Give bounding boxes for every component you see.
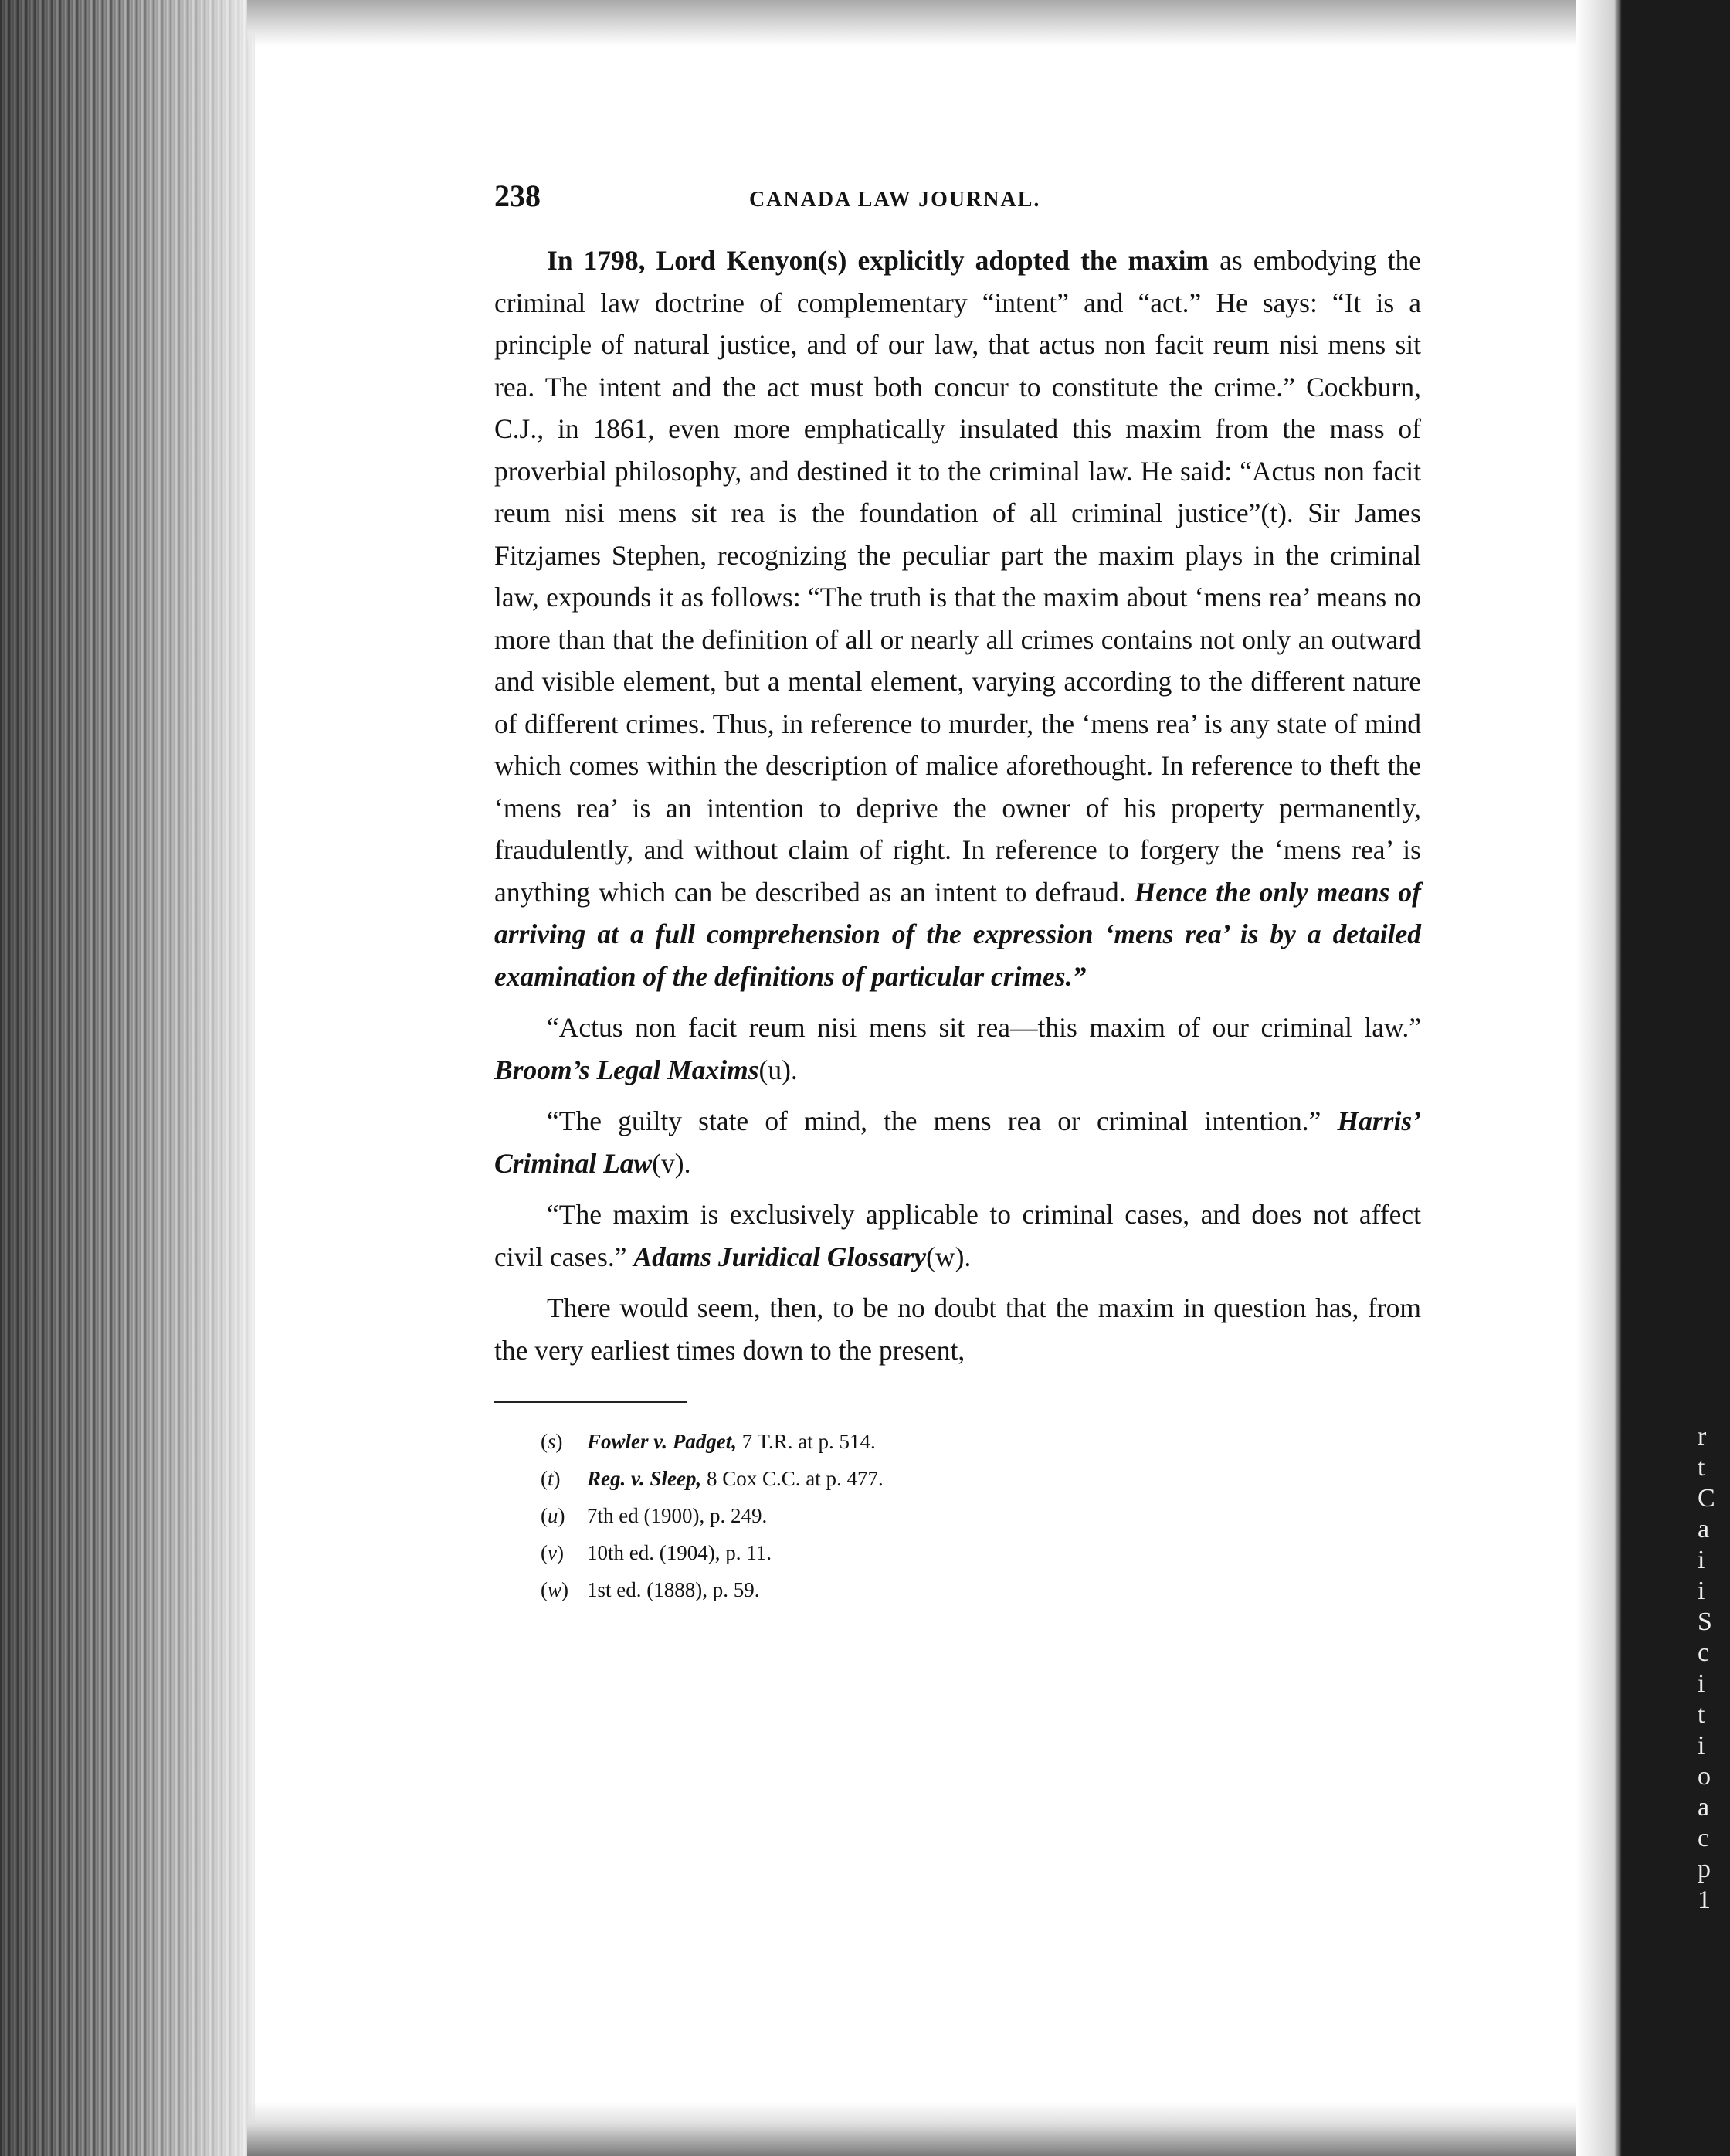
edge-fragment: t xyxy=(1698,1700,1705,1729)
paragraph-text: “The maxim is exclusively applicable to criminal cases, and does not affect civil cases.” xyxy=(494,1199,1421,1272)
footnote-case: Fowler v. Padget, xyxy=(587,1430,737,1453)
footnote-text: 8 Cox C.C. at p. 477. xyxy=(701,1467,884,1490)
footnote-key: ( v ) xyxy=(541,1534,587,1571)
footnote xyxy=(541,1497,1421,1534)
edge-fragment: o xyxy=(1698,1762,1711,1791)
paragraph-lead: In 1798, Lord Kenyon(s) explicitly adopted the maxim xyxy=(547,245,1209,276)
citation-marker: (w). xyxy=(926,1241,972,1272)
edge-fragment: i xyxy=(1698,1577,1705,1605)
edge-fragment: c xyxy=(1698,1824,1710,1852)
footnote xyxy=(541,1571,1421,1608)
edge-fragment: r xyxy=(1698,1422,1707,1451)
scan-left-margin xyxy=(0,0,255,2156)
paragraph-text: There would seem, then, to be no doubt that the maxim in question has, from the very earliest times down to the present, xyxy=(494,1292,1421,1366)
edge-fragment: t xyxy=(1698,1453,1705,1482)
footnote-text: 7th ed (1900), p. 249. xyxy=(587,1504,768,1527)
footnote-key: ( t ) xyxy=(541,1460,587,1497)
adjacent-page-fragments xyxy=(1698,1421,1728,1916)
paragraph xyxy=(494,1007,1421,1091)
edge-fragment: a xyxy=(1698,1793,1710,1822)
running-title: CANADA LAW JOURNAL. xyxy=(749,188,1041,212)
edge-fragment: i xyxy=(1698,1546,1705,1574)
paragraph-italic: Hence the only means of arriving at a full comprehension of the expression ‘mens rea’ is by a detailed examination of the definitions of particular crimes.” xyxy=(494,876,1421,992)
article-body xyxy=(494,239,1421,1371)
footnote-rule xyxy=(494,1401,687,1403)
footnote-text: 7 T.R. at p. 514. xyxy=(736,1430,876,1453)
paragraph-text: “Actus non facit reum nisi mens sit rea—this maxim of our criminal law.” xyxy=(547,1012,1421,1043)
edge-fragment: i xyxy=(1698,1731,1705,1760)
edge-fragment: i xyxy=(1698,1669,1705,1698)
edge-fragment: S xyxy=(1698,1608,1712,1636)
paragraph-text: as embodying the criminal law doctrine of complementary “intent” and “act.” He says: “It is a principle of natural justice, and of our law, that actus non facit reum nisi mens sit rea. The intent and the act must both concur to constitute the crime.” Cockburn, C.J., in 1861, even more emphatically insulated this maxim from the mass of proverbial philosophy, and destined it to the criminal law. He said: “Actus non facit reum nisi mens sit rea is the foundation of all criminal justice”(t). Sir James Fitzjames Stephen, recognizing the peculiar part the maxim plays in the criminal law, expounds it as follows: “The truth is that the maxim about ‘mens rea’ means no more than that the definition of all or nearly all crimes contains not only an outward and visible element, but a mental element, varying according to the different nature of different crimes. Thus, in reference to murder, the ‘mens rea’ is any state of mind which comes within the description of malice aforethought. In reference to theft the ‘mens rea’ is an intention to deprive the owner of his property permanently, fraudulently, and without claim of right. In reference to forgery the ‘mens rea’ is anything which can be described as an intent to defraud. xyxy=(494,245,1421,908)
paragraph-text: “The guilty state of mind, the mens rea or criminal intention.” xyxy=(547,1105,1338,1136)
citation-title: Adams Juridical Glossary xyxy=(633,1241,927,1272)
footnote-key: ( u ) xyxy=(541,1497,587,1534)
edge-fragment: a xyxy=(1698,1515,1710,1543)
footnote-case: Reg. v. Sleep, xyxy=(587,1467,702,1490)
footnote-text: 1st ed. (1888), p. 59. xyxy=(587,1578,760,1601)
paragraph xyxy=(494,1193,1421,1278)
footnote-key: ( s ) xyxy=(541,1423,587,1460)
journal-page xyxy=(494,178,1421,1608)
edge-fragment: p xyxy=(1698,1855,1711,1883)
footnote xyxy=(541,1534,1421,1571)
page-number: 238 xyxy=(494,178,541,213)
citation-marker: (u). xyxy=(758,1054,798,1085)
edge-fragment: 1 xyxy=(1698,1886,1711,1914)
edge-fragment: c xyxy=(1698,1638,1710,1667)
footnote-text: 10th ed. (1904), p. 11. xyxy=(587,1541,772,1564)
edge-fragment: C xyxy=(1698,1484,1715,1513)
paragraph xyxy=(494,1100,1421,1184)
scan-bottom-edge xyxy=(247,2102,1591,2156)
paragraph xyxy=(494,1287,1421,1371)
paragraph xyxy=(494,239,1421,997)
footnotes xyxy=(541,1423,1421,1608)
citation-title: Harris’ Criminal Law xyxy=(494,1105,1421,1179)
footnote xyxy=(541,1460,1421,1497)
footnote-key: ( w ) xyxy=(541,1571,587,1608)
citation-marker: (v). xyxy=(652,1147,691,1179)
citation-title: Broom’s Legal Maxims xyxy=(494,1054,759,1085)
page-header xyxy=(494,178,1421,224)
scan-top-edge xyxy=(247,0,1591,46)
footnote xyxy=(541,1423,1421,1460)
